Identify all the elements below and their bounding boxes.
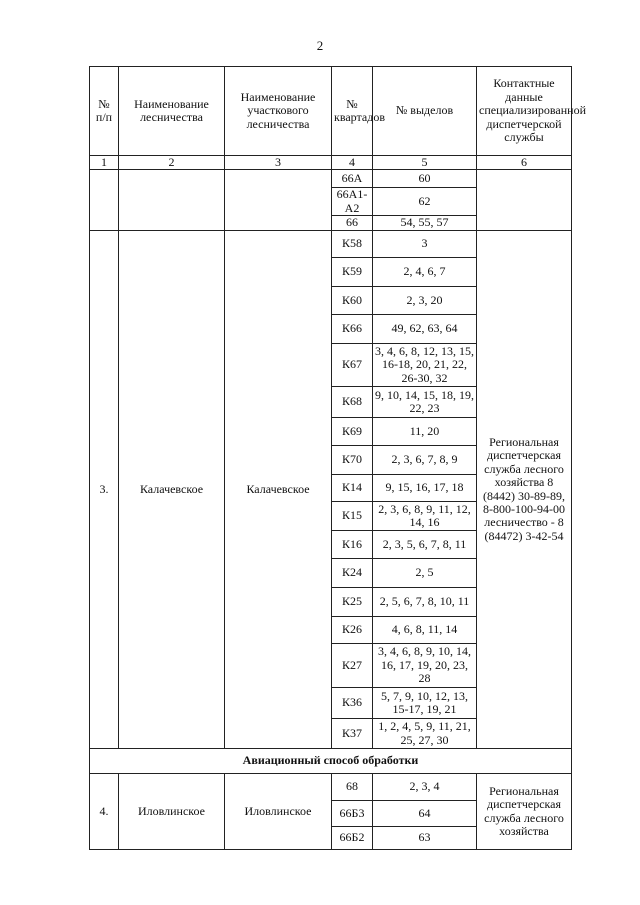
uchastkovoe-name: Калачевское xyxy=(225,231,332,749)
kvartal-cell: К16 xyxy=(332,531,373,559)
vydely-cell: 2, 3, 6, 8, 9, 11, 12, 14, 16 xyxy=(373,502,477,531)
kvartal-cell: 66А1-А2 xyxy=(332,188,373,216)
header-row xyxy=(90,67,572,156)
kvartal-cell: К66 xyxy=(332,315,373,344)
kvartal-cell: К59 xyxy=(332,258,373,287)
vydely-cell: 2, 5 xyxy=(373,559,477,588)
column-number: 4 xyxy=(332,156,373,170)
kvartal-cell: К27 xyxy=(332,644,373,688)
header-contact: Контактные данные специализированной диспетчерской службы xyxy=(477,67,572,156)
vydely-cell: 49, 62, 63, 64 xyxy=(373,315,477,344)
kvartal-cell: К68 xyxy=(332,387,373,418)
vydely-cell: 2, 5, 6, 7, 8, 10, 11 xyxy=(373,588,477,617)
row-number xyxy=(90,170,119,231)
vydely-cell: 3, 4, 6, 8, 12, 13, 15, 16-18, 20, 21, 22, 26-30, 32 xyxy=(373,344,477,387)
kvartal-cell: К15 xyxy=(332,502,373,531)
forest-plots-table xyxy=(89,66,587,850)
kvartal-cell: К14 xyxy=(332,475,373,502)
kvartal-cell: 66Б3 xyxy=(332,801,373,827)
kvartal-cell: К25 xyxy=(332,588,373,617)
kvartal-cell: К67 xyxy=(332,344,373,387)
vydely-cell: 62 xyxy=(373,188,477,216)
column-number: 1 xyxy=(90,156,119,170)
table-row xyxy=(90,774,572,801)
kvartal-cell: 66Б2 xyxy=(332,827,373,850)
vydely-cell: 1, 2, 4, 5, 9, 11, 21, 25, 27, 30 xyxy=(373,719,477,749)
column-number: 6 xyxy=(477,156,572,170)
section-title: Авиационный способ обработки xyxy=(90,749,572,774)
contact-info: Региональная диспетчерская служба лесного хозяйства 8 (8442) 30-89-89, 8-800-100-94-00 лесничество - 8 (84472) 3-42-54 xyxy=(477,231,572,749)
kvartal-cell: К36 xyxy=(332,688,373,719)
vydely-cell: 2, 3, 5, 6, 7, 8, 11 xyxy=(373,531,477,559)
kvartal-cell: К37 xyxy=(332,719,373,749)
vydely-cell: 2, 3, 4 xyxy=(373,774,477,801)
uchastkovoe-name xyxy=(225,170,332,231)
header-kvartal: № квартадов xyxy=(332,67,373,156)
uchastkovoe-name: Иловлинское xyxy=(225,774,332,850)
vydely-cell: 5, 7, 9, 10, 12, 13, 15-17, 19, 21 xyxy=(373,688,477,719)
group-3-rows xyxy=(90,231,572,749)
vydely-cell: 64 xyxy=(373,801,477,827)
kvartal-cell: 68 xyxy=(332,774,373,801)
row-number: 4. xyxy=(90,774,119,850)
lesnichestvo-name: Иловлинское xyxy=(119,774,225,850)
vydely-cell: 9, 15, 16, 17, 18 xyxy=(373,475,477,502)
vydely-cell: 2, 4, 6, 7 xyxy=(373,258,477,287)
header-lesnichestvo: Наименование лесничества xyxy=(119,67,225,156)
table-row xyxy=(90,170,572,188)
continuation-rows xyxy=(90,170,572,231)
vydely-cell: 60 xyxy=(373,170,477,188)
vydely-cell: 63 xyxy=(373,827,477,850)
vydely-cell: 2, 3, 6, 7, 8, 9 xyxy=(373,446,477,475)
kvartal-cell: 66А xyxy=(332,170,373,188)
contact-info: Региональная диспетчерская служба лесного хозяйства xyxy=(477,774,572,850)
section-row xyxy=(90,749,572,774)
kvartal-cell: К60 xyxy=(332,287,373,315)
page-number: 2 xyxy=(316,38,324,53)
vydely-cell: 4, 6, 8, 11, 14 xyxy=(373,617,477,644)
lesnichestvo-name xyxy=(119,170,225,231)
vydely-cell: 11, 20 xyxy=(373,418,477,446)
kvartal-cell: К58 xyxy=(332,231,373,258)
column-number: 5 xyxy=(373,156,477,170)
column-number: 3 xyxy=(225,156,332,170)
vydely-cell: 2, 3, 20 xyxy=(373,287,477,315)
header-num: № п/п xyxy=(90,67,119,156)
row-number: 3. xyxy=(90,231,119,749)
header-vydely: № выделов xyxy=(373,67,477,156)
header-uchastkovoe: Наименование участкового лесничества xyxy=(225,67,332,156)
vydely-cell: 3, 4, 6, 8, 9, 10, 14, 16, 17, 19, 20, 23, 28 xyxy=(373,644,477,688)
table-row xyxy=(90,231,572,258)
kvartal-cell: К24 xyxy=(332,559,373,588)
kvartal-cell: К26 xyxy=(332,617,373,644)
vydely-cell: 54, 55, 57 xyxy=(373,216,477,231)
kvartal-cell: 66 xyxy=(332,216,373,231)
group-4-rows xyxy=(90,774,572,850)
kvartal-cell: К69 xyxy=(332,418,373,446)
vydely-cell: 3 xyxy=(373,231,477,258)
vydely-cell: 9, 10, 14, 15, 18, 19, 22, 23 xyxy=(373,387,477,418)
header-numbers-row xyxy=(90,156,572,170)
contact-info xyxy=(477,170,572,231)
lesnichestvo-name: Калачевское xyxy=(119,231,225,749)
column-number: 2 xyxy=(119,156,225,170)
kvartal-cell: К70 xyxy=(332,446,373,475)
